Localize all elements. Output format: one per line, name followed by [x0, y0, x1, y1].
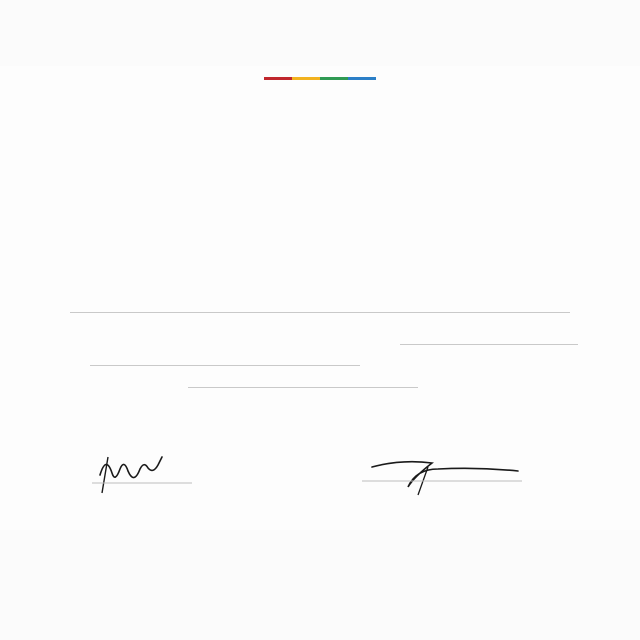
organizer-signature-block [70, 487, 220, 490]
instructor-signature [372, 462, 518, 487]
license-underline [400, 344, 578, 345]
instructor-signature-block [350, 487, 590, 490]
bottom-decorative-border [0, 530, 640, 640]
dental-day-logo [0, 76, 640, 110]
tooth-pattern-top [0, 0, 640, 66]
logo-bar-blue [348, 77, 376, 80]
top-decorative-border [0, 0, 640, 66]
logo-bar-red [264, 77, 292, 80]
organizer-signature [100, 457, 162, 478]
logo-bar-green [320, 77, 348, 80]
date-underline [90, 365, 360, 366]
logo-bar-yellow [292, 77, 320, 80]
signatures-graphic [0, 445, 640, 505]
logo-color-bar [0, 77, 640, 80]
name-underline [70, 312, 570, 313]
city-underline [188, 387, 418, 388]
tooth-pattern-bottom [0, 530, 640, 640]
